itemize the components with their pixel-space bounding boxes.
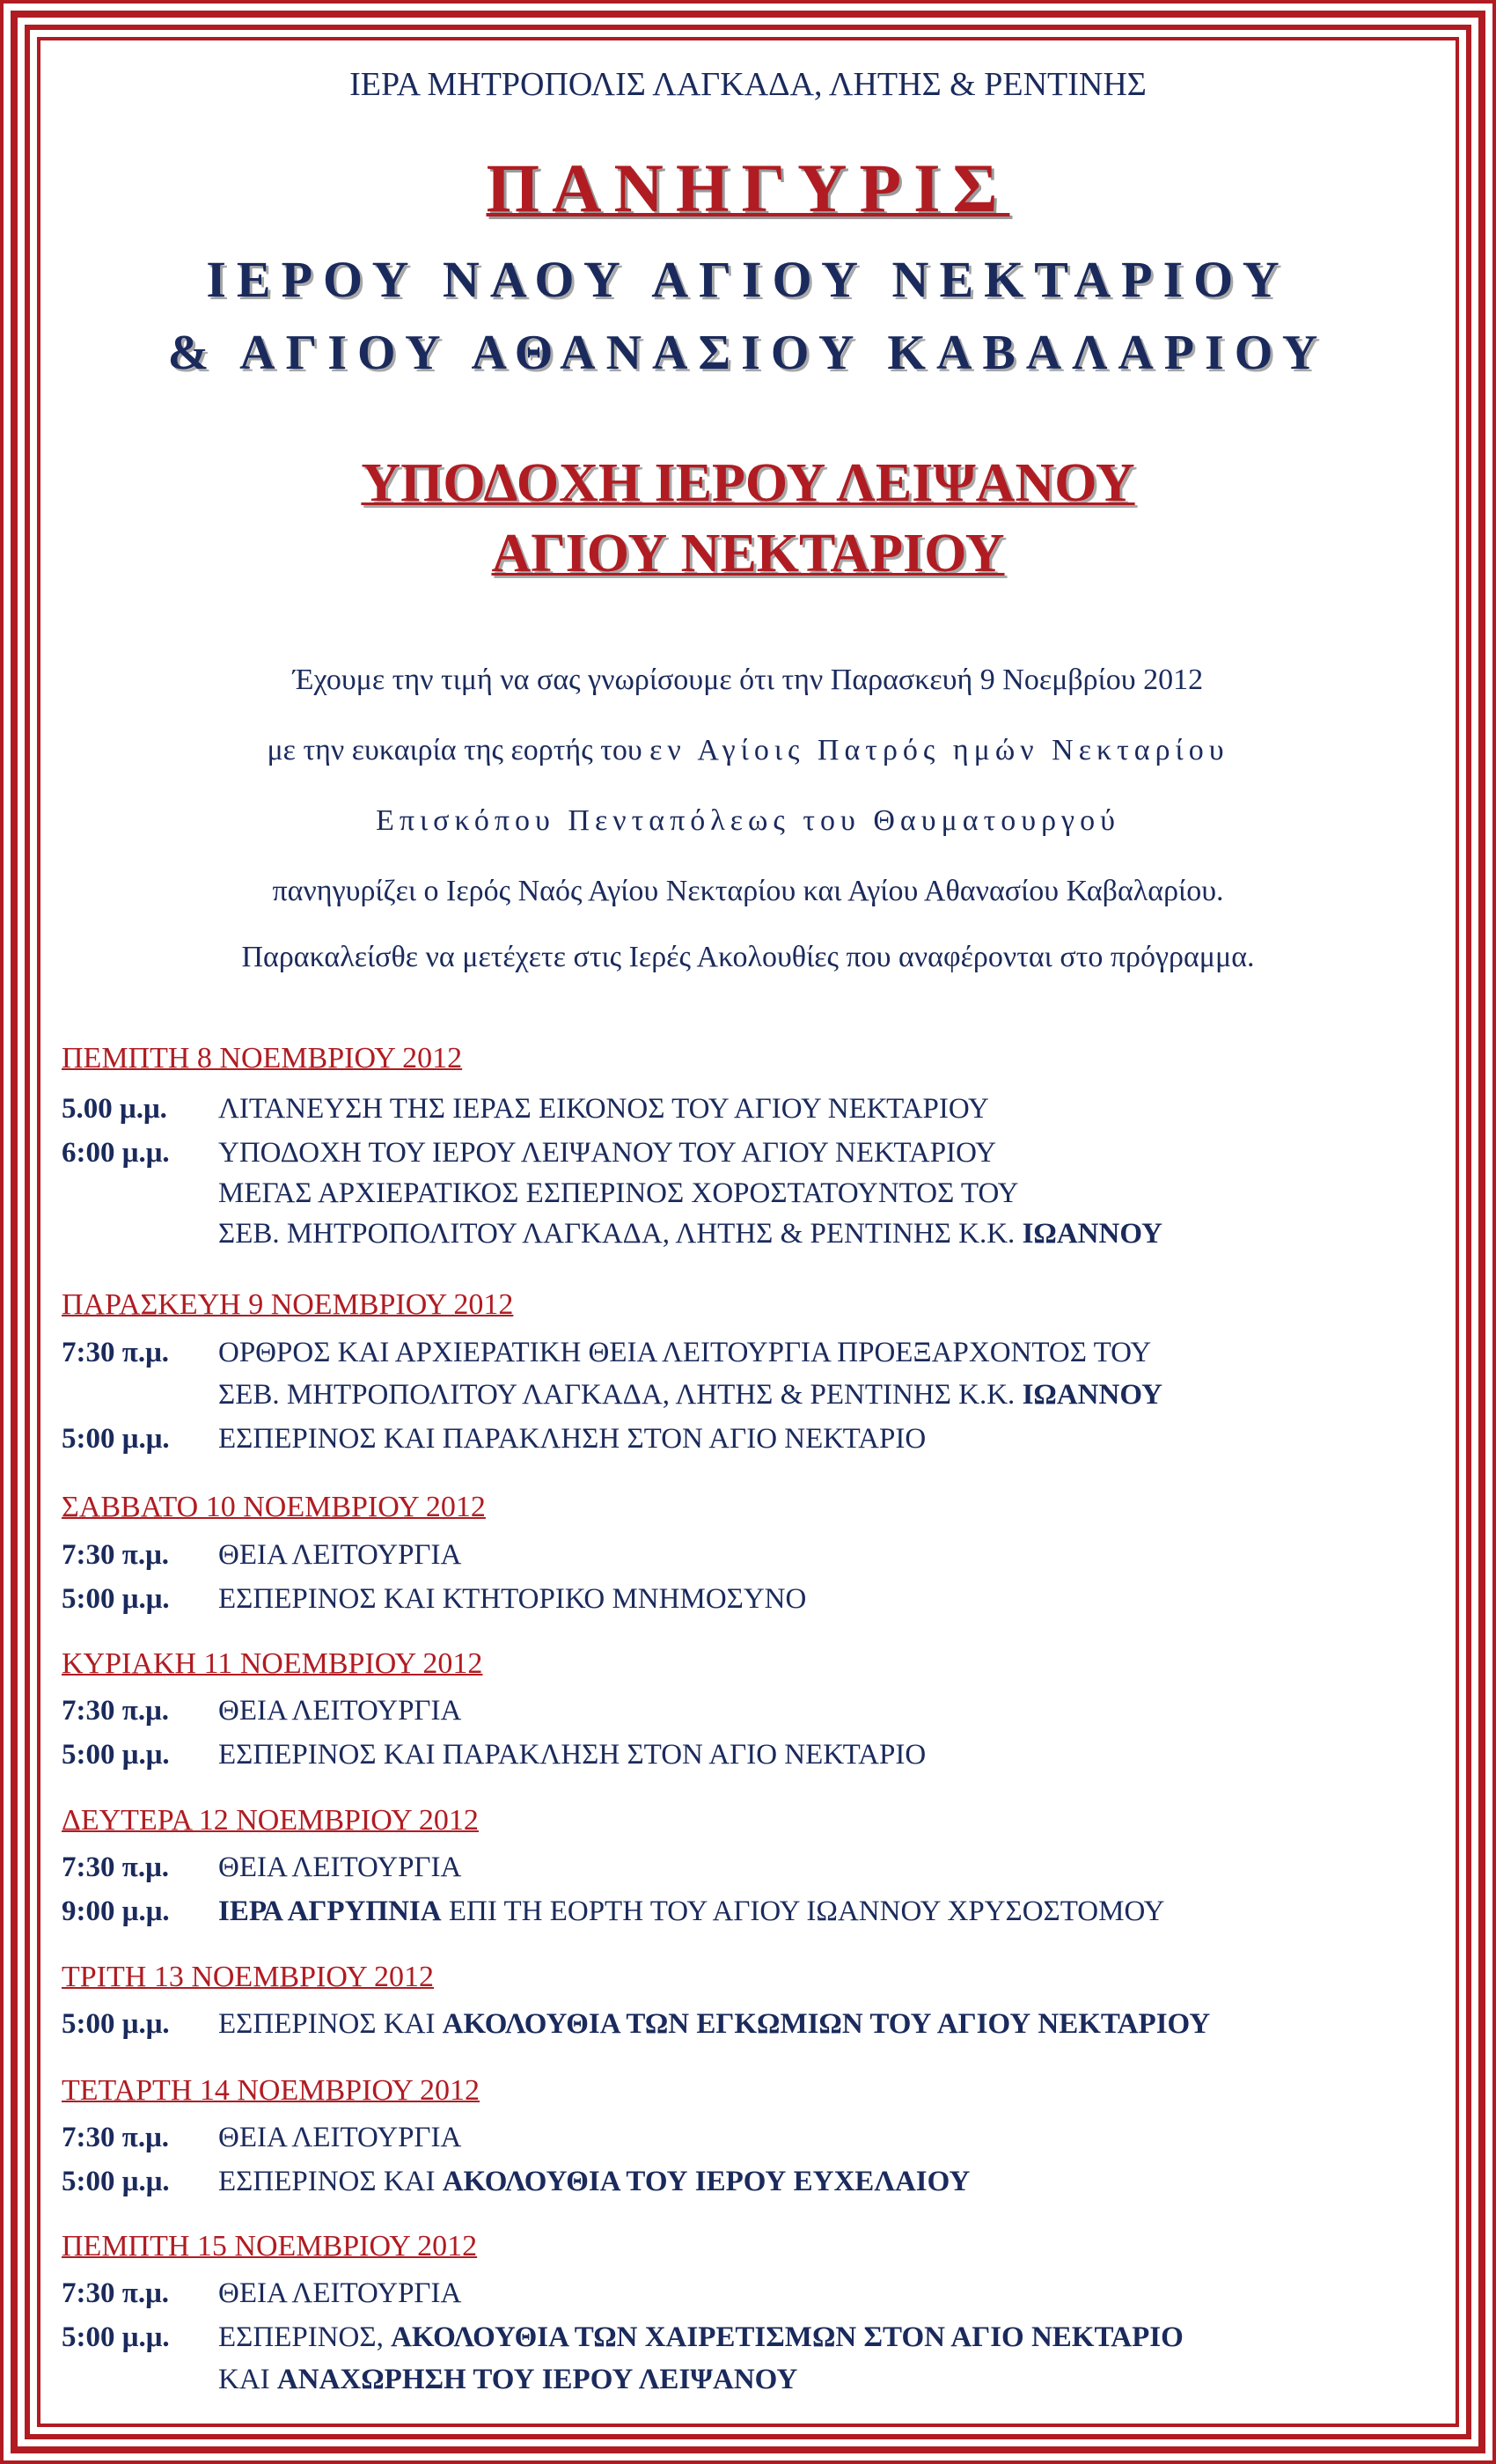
service-name: ΙΕΡΑ ΑΓΡΥΠΝΙΑ bbox=[218, 1896, 442, 1927]
schedule-row bbox=[62, 1539, 1440, 1572]
service-name: ΘΕΙΑ ΛΕΙΤΟΥΡΓΙΑ bbox=[218, 2122, 462, 2153]
intro-line-1: Έχουμε την τιμή να σας γνωρίσουμε ότι την Παρασκευή 9 Νοεμβρίου 2012 bbox=[292, 664, 1204, 696]
intro-line-4: πανηγυρίζει ο Ιερός Ναός Αγίου Νεκταρίου και Αγίου Αθανασίου Καβαλαρίου. bbox=[272, 875, 1224, 907]
service-name: ΘΕΙΑ ΛΕΙΤΟΥΡΓΙΑ bbox=[218, 1695, 462, 1727]
day-heading: ΠΑΡΑΣΚΕΥΗ 9 ΝΟΕΜΒΡΙΟΥ 2012 bbox=[62, 1288, 514, 1321]
service-time: 7:30 π.μ. bbox=[62, 2122, 170, 2153]
service-name: ΟΡΘΡΟΣ ΚΑΙ ΑΡΧΙΕΡΑΤΙΚΗ ΘΕΙΑ ΛΕΙΤΟΥΡΓΙΑ bbox=[218, 1337, 831, 1368]
document-body bbox=[56, 56, 1440, 2408]
schedule-row bbox=[62, 2321, 1440, 2354]
service-detail: ΕΣΠΕΡΙΝΟΣ, bbox=[218, 2321, 392, 2353]
intro-line-3: Επισκόπου Πενταπόλεως του Θαυματουργού bbox=[376, 804, 1120, 837]
service-name: ΘΕΙΑ ΛΕΙΤΟΥΡΓΙΑ bbox=[218, 1852, 462, 1883]
schedule-row bbox=[62, 1137, 1440, 1170]
service-time: 5:00 μ.μ. bbox=[62, 1583, 170, 1615]
metropolis-header: ΙΕΡΑ ΜΗΤΡΟΠΟΛΙΣ ΛΑΓΚΑΔΑ, ΛΗΤΗΣ & ΡΕΝΤΙΝΗΣ bbox=[349, 66, 1147, 103]
service-detail: ΕΣΠΕΡΙΝΟΣ ΚΑΙ bbox=[218, 2166, 443, 2197]
intro-line-2 bbox=[56, 734, 1440, 767]
service-time: 5:00 μ.μ. bbox=[62, 1739, 170, 1771]
schedule-continuation bbox=[218, 1218, 1162, 1250]
day-heading: ΠΕΜΠΤΗ 8 ΝΟΕΜΒΡΙΟΥ 2012 bbox=[62, 1042, 463, 1074]
service-time: 6:00 μ.μ. bbox=[62, 1137, 170, 1169]
service-detail: ΣΕΒ. ΜΗΤΡΟΠΟΛΙΤΟΥ ΛΑΓΚΑΔΑ, ΛΗΤΗΣ & ΡΕΝΤΙΝΗΣ Κ.Κ. bbox=[218, 1218, 1023, 1250]
service-name: ΕΣΠΕΡΙΝΟΣ ΚΑΙ ΠΑΡΑΚΛΗΣΗ ΣΤΟΝ ΑΓΙΟ ΝΕΚΤΑΡΙΟ bbox=[218, 1423, 927, 1455]
church-subtitle-2: & ΑΓΙΟΥ ΑΘΑΝΑΣΙΟΥ ΚΑΒΑΛΑΡΙΟΥ bbox=[167, 326, 1329, 380]
service-time: 5:00 μ.μ. bbox=[62, 2008, 170, 2040]
service-time: 5:00 μ.μ. bbox=[62, 2321, 170, 2353]
schedule-row bbox=[62, 1337, 1440, 1369]
service-name: ΑΚΟΛΟΥΘΙΑ ΤΩΝ ΧΑΙΡΕΤΙΣΜΩΝ ΣΤΟΝ ΑΓΙΟ ΝΕΚΤΑΡΙΟ bbox=[391, 2321, 1184, 2353]
service-name: ΘΕΙΑ ΛΕΙΤΟΥΡΓΙΑ bbox=[218, 1539, 462, 1571]
schedule-row bbox=[62, 1423, 1440, 1456]
service-detail: ΣΕΒ. ΜΗΤΡΟΠΟΛΙΤΟΥ ΛΑΓΚΑΔΑ, ΛΗΤΗΣ & ΡΕΝΤΙΝΗΣ Κ.Κ. bbox=[218, 1379, 1023, 1411]
schedule-continuation bbox=[218, 2364, 797, 2396]
service-name: ΘΕΙΑ ΛΕΙΤΟΥΡΓΙΑ bbox=[218, 2277, 462, 2309]
schedule-row bbox=[62, 1896, 1440, 1928]
day-heading: ΤΕΤΑΡΤΗ 14 ΝΟΕΜΒΡΙΟΥ 2012 bbox=[62, 2074, 480, 2107]
relic-title-2: ΑΓΙΟΥ ΝΕΚΤΑΡΙΟΥ bbox=[491, 524, 1005, 583]
service-detail: ΧΟΡΟΣΤΑΤΟΥΝΤΟΣ ΤΟΥ bbox=[684, 1177, 1019, 1209]
service-time: 7:30 π.μ. bbox=[62, 1852, 170, 1883]
service-detail: ΠΡΟΕΞΑΡΧΟΝΤΟΣ ΤΟΥ bbox=[830, 1337, 1152, 1368]
schedule-row bbox=[62, 1093, 1440, 1126]
schedule-row bbox=[62, 1852, 1440, 1884]
schedule-row bbox=[62, 1739, 1440, 1771]
service-name: ΜΕΓΑΣ ΑΡΧΙΕΡΑΤΙΚΟΣ ΕΣΠΕΡΙΝΟΣ bbox=[218, 1177, 685, 1209]
service-name: ΙΩΑΝΝΟΥ bbox=[1022, 1379, 1162, 1411]
day-heading: ΚΥΡΙΑΚΗ 11 ΝΟΕΜΒΡΙΟΥ 2012 bbox=[62, 1647, 483, 1680]
intro-line-5: Παρακαλείσθε να μετέχετε στις Ιερές Ακολουθίες που αναφέρονται στο πρόγραμμα. bbox=[241, 941, 1255, 973]
schedule-row bbox=[62, 2166, 1440, 2198]
schedule-continuation bbox=[218, 1177, 1019, 1210]
service-name: ΑΝΑΧΩΡΗΣΗ ΤΟΥ ΙΕΡΟΥ ΛΕΙΨΑΝΟΥ bbox=[276, 2364, 798, 2395]
service-time: 7:30 π.μ. bbox=[62, 1337, 170, 1368]
intro-line-2a: με την ευκαιρία της εορτής του bbox=[267, 734, 642, 766]
service-detail: ΕΣΠΕΡΙΝΟΣ ΚΑΙ bbox=[218, 2008, 443, 2040]
service-detail: ΕΣΠΕΡΙΝΟΣ ΚΑΙ bbox=[218, 1583, 443, 1615]
service-time: 7:30 π.μ. bbox=[62, 1539, 170, 1571]
service-detail: ΕΠΙ ΤΗ ΕΟΡΤΗ ΤΟΥ ΑΓΙΟΥ ΙΩΑΝΝΟΥ ΧΡΥΣΟΣΤΟΜΟΥ bbox=[441, 1896, 1165, 1927]
service-name: ΥΠΟΔΟΧΗ ΤΟΥ ΙΕΡΟΥ ΛΕΙΨΑΝΟΥ ΤΟΥ ΑΓΙΟΥ ΝΕΚΤΑΡΙΟΥ bbox=[218, 1137, 997, 1169]
service-name: ΕΣΠΕΡΙΝΟΣ ΚΑΙ ΠΑΡΑΚΛΗΣΗ ΣΤΟΝ ΑΓΙΟ ΝΕΚΤΑΡΙΟ bbox=[218, 1739, 927, 1771]
service-name: ΙΩΑΝΝΟΥ bbox=[1022, 1218, 1162, 1250]
schedule-row bbox=[62, 2008, 1440, 2041]
schedule-row bbox=[62, 1695, 1440, 1727]
service-time: 5:00 μ.μ. bbox=[62, 2166, 170, 2197]
schedule-row bbox=[62, 1583, 1440, 1616]
day-heading: ΠΕΜΠΤΗ 15 ΝΟΕΜΒΡΙΟΥ 2012 bbox=[62, 2230, 478, 2262]
schedule-row bbox=[62, 2277, 1440, 2310]
day-heading: ΤΡΙΤΗ 13 ΝΟΕΜΒΡΙΟΥ 2012 bbox=[62, 1961, 434, 1993]
service-time: 7:30 π.μ. bbox=[62, 1695, 170, 1727]
day-heading: ΔΕΥΤΕΡΑ 12 ΝΟΕΜΒΡΙΟΥ 2012 bbox=[62, 1804, 479, 1837]
day-heading: ΣΑΒΒΑΤΟ 10 ΝΟΕΜΒΡΙΟΥ 2012 bbox=[62, 1491, 486, 1523]
service-name: ΛΙΤΑΝΕΥΣΗ ΤΗΣ ΙΕΡΑΣ ΕΙΚΟΝΟΣ ΤΟΥ ΑΓΙΟΥ ΝΕΚΤΑΡΙΟΥ bbox=[218, 1093, 989, 1125]
service-time: 5:00 μ.μ. bbox=[62, 1423, 170, 1455]
service-name: ΑΚΟΛΟΥΘΙΑ ΤΩΝ ΕΓΚΩΜΙΩΝ ΤΟΥ ΑΓΙΟΥ ΝΕΚΤΑΡΙΟΥ bbox=[442, 2008, 1211, 2040]
schedule-continuation bbox=[218, 1379, 1162, 1412]
relic-title-1: ΥΠΟΔΟΧΗ ΙΕΡΟΥ ΛΕΙΨΑΝΟΥ bbox=[361, 453, 1135, 513]
service-time: 5.00 μ.μ. bbox=[62, 1093, 167, 1125]
intro-line-2b: εν Αγίοις Πατρός ημών Νεκταρίου bbox=[649, 734, 1229, 766]
service-time: 9:00 μ.μ. bbox=[62, 1896, 170, 1927]
service-name: ΚΤΗΤΟΡΙΚΟ ΜΝΗΜΟΣΥΝΟ bbox=[442, 1583, 807, 1615]
service-time: 7:30 π.μ. bbox=[62, 2277, 170, 2309]
service-detail: ΚΑΙ bbox=[218, 2364, 277, 2395]
schedule-row bbox=[62, 2122, 1440, 2154]
church-subtitle-1: ΙΕΡΟΥ ΝΑΟΥ ΑΓΙΟΥ ΝΕΚΤΑΡΙΟΥ bbox=[206, 251, 1290, 308]
service-name: ΑΚΟΛΟΥΘΙΑ ΤΟΥ ΙΕΡΟΥ ΕΥΧΕΛΑΙΟΥ bbox=[442, 2166, 971, 2197]
page-title: ΠΑΝΗΓΥΡΙΣ bbox=[486, 150, 1010, 226]
